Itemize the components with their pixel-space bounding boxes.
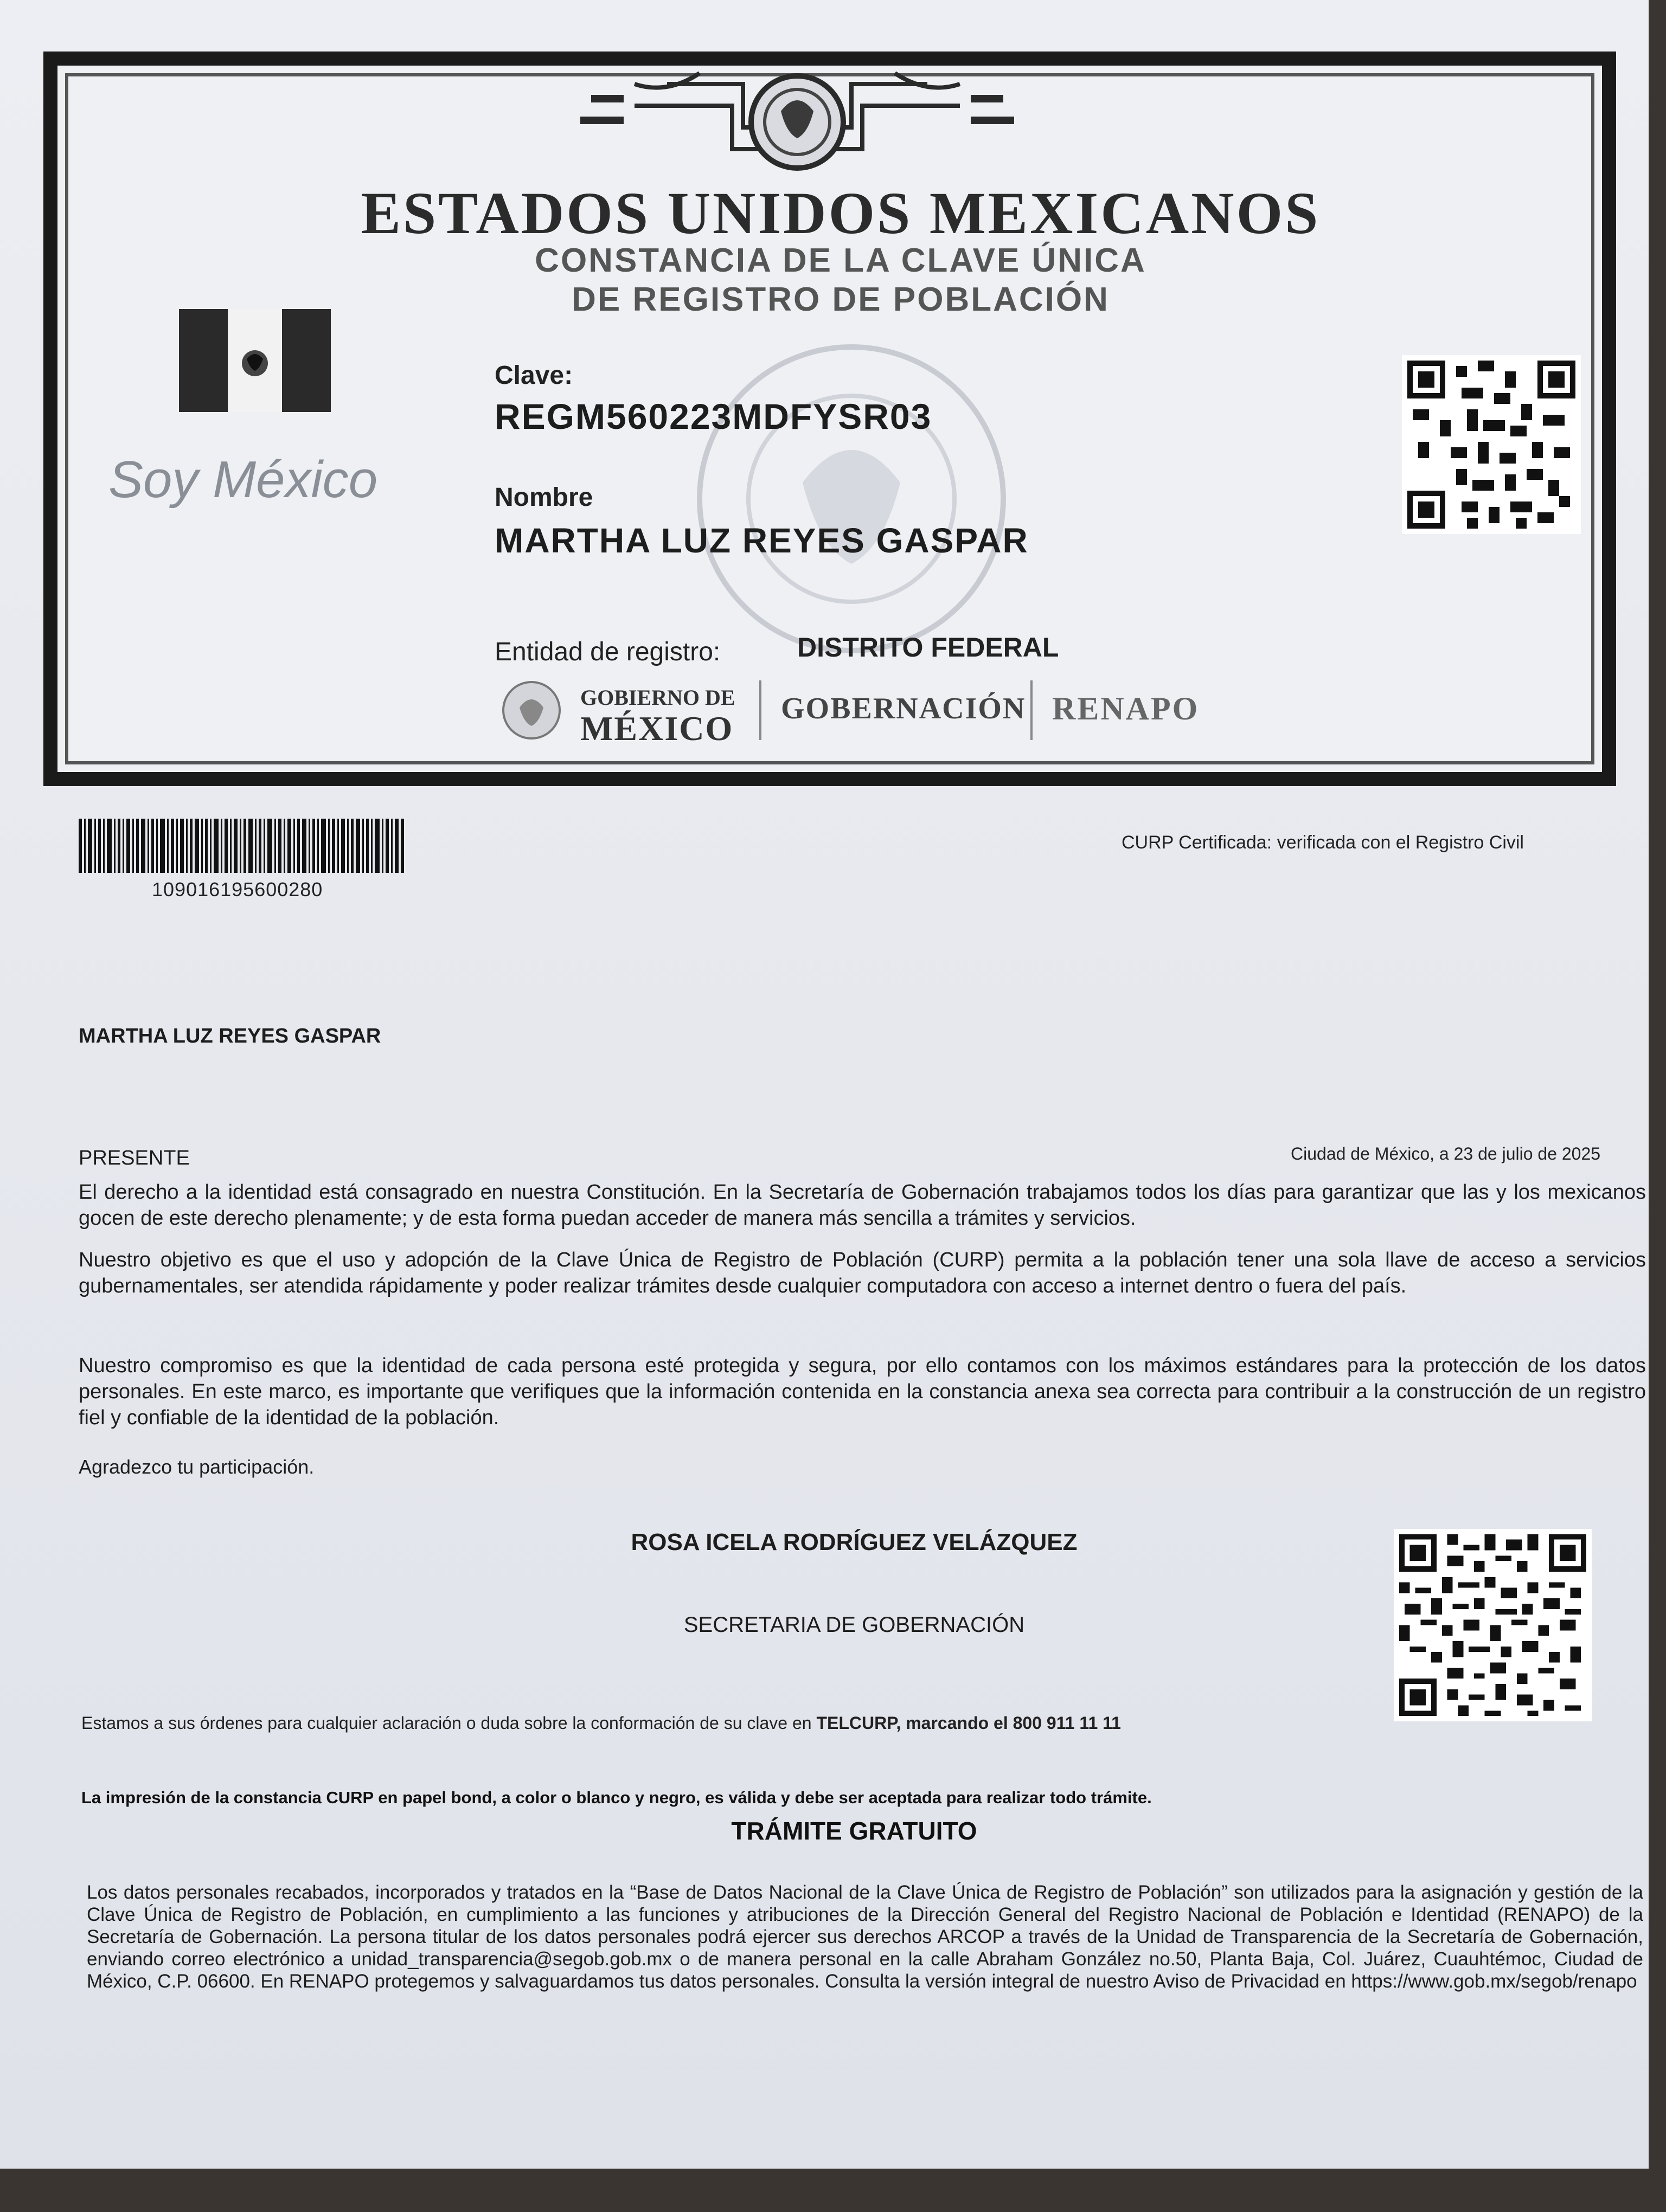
place-date: Ciudad de México, a 23 de julio de 2025 [1291,1144,1601,1163]
clave-label: Clave: [495,361,573,390]
letter-paragraph-1: El derecho a la identidad está consagrado en nuestra Constitución. En la Secretaría de Gobernación trabajamos todos los días para garantizar que las y los mexicanos gocen de este derecho plenamente; y de esta forma puedan acceder de manera más sencilla a trámites y servicios. [79,1181,1646,1230]
privacy-notice: Los datos personales recabados, incorporados y tratados en la “Base de Datos Nacional de la Clave Única de Registro de Población” son utilizados para la asignación y gestión de la Clave Única de Registro de Población, en cumplimiento a las funciones y atribuciones de la Dirección General del Registro Nacional de Población e Identidad (RENAPO) de la Secretaría de Gobernación. La persona titular de los datos personales podrá ejercer sus derechos ARCOP a través de la Unidad de Transparencia de la Secretaría de Gobernación, enviando correo electrónico a unidad_transparencia@segob.gob.mx o de manera personal en la calle Abraham González no.50, Planta Baja, Col. Juárez, Cuauhtémoc, Ciudad de México, C.P. 06600. En RENAPO protegemos y salvaguardamos tus datos personales. Consulta la versión integral de nuestro Aviso de Privacidad en https://www.gob.mx/segob/renapo [87,1882,1643,1992]
gob-line-2: MÉXICO [580,709,734,748]
subtitle-line-1: CONSTANCIA DE LA CLAVE ÚNICA [535,242,1146,279]
letter-paragraph-3: Nuestro compromiso es que la identidad de cada persona esté protegida y segura, por ello contamos con los máximos estándares para la protección de los datos personales. En este marco, es importante que verifiques que la información contenida en la constancia anexa sea correcta para contribuir a la construcción de un registro fiel y confiable de la identidad de la población. [79,1354,1646,1429]
logo-divider [1030,680,1033,740]
country-title: ESTADOS UNIDOS MEXICANOS [361,180,1321,246]
nombre-label: Nombre [495,483,593,512]
renapo-logo: RENAPO [1052,691,1200,726]
presente-text: PRESENTE [79,1147,190,1169]
qr-code-icon [1402,355,1581,534]
letter-recipient: MARTHA LUZ REYES GASPAR [79,1025,381,1047]
validity-notice: La impresión de la constancia CURP en papel bond, a color o blanco y negro, es válida y debe ser aceptada para realizar todo trámite. [81,1788,1152,1807]
subtitle-line-2: DE REGISTRO DE POBLACIÓN [572,281,1110,318]
slogan-text: Soy México [108,451,378,509]
free-procedure-title: TRÁMITE GRATUITO [731,1817,977,1845]
letter-paragraph-2: Nuestro objetivo es que el uso y adopción de la Clave Única de Registro de Población (CURP) permita a la población tener una sola llave de acceso a servicios gubernamentales, ser atendida rápidamente y poder realizar trámites desde cualquier computadora con acceso a internet dentro o fuera del país. [79,1249,1646,1297]
government-seal-icon [499,678,564,743]
entidad-value: DISTRITO FEDERAL [797,632,1059,663]
gobernacion-logo: GOBERNACIÓN [781,692,1026,725]
gob-line-1: GOBIERNO DE [580,685,735,710]
signer-title: SECRETARIA DE GOBERNACIÓN [683,1613,1025,1637]
watermark-seal-icon [640,320,1063,656]
logo-divider [759,680,761,740]
certification-text: CURP Certificada: verificada con el Registro Civil [1122,832,1524,853]
barcode-number: 109016195600280 [152,878,323,901]
signature-qr-code-icon [1394,1529,1592,1721]
barcode-icon [79,819,404,873]
document-subtitle [380,241,1302,319]
contact-prefix: Estamos a sus órdenes para cualquier aclaración o duda sobre la conformación de su clave en [81,1713,817,1733]
mexico-flag-icon [179,309,331,412]
signer-name: ROSA ICELA RODRÍGUEZ VELÁZQUEZ [631,1529,1078,1555]
entidad-label: Entidad de registro: [495,638,721,666]
nombre-value: MARTHA LUZ REYES GASPAR [495,521,1029,560]
telcurp-phone: TELCURP, marcando el 800 911 11 11 [816,1713,1121,1733]
curp-value: REGM560223MDFYSR03 [495,396,932,436]
closing-text: Agradezco tu participación. [79,1456,315,1478]
national-seal-ornament [255,62,1340,182]
government-logos [499,675,1204,756]
contact-line [81,1713,1383,1733]
